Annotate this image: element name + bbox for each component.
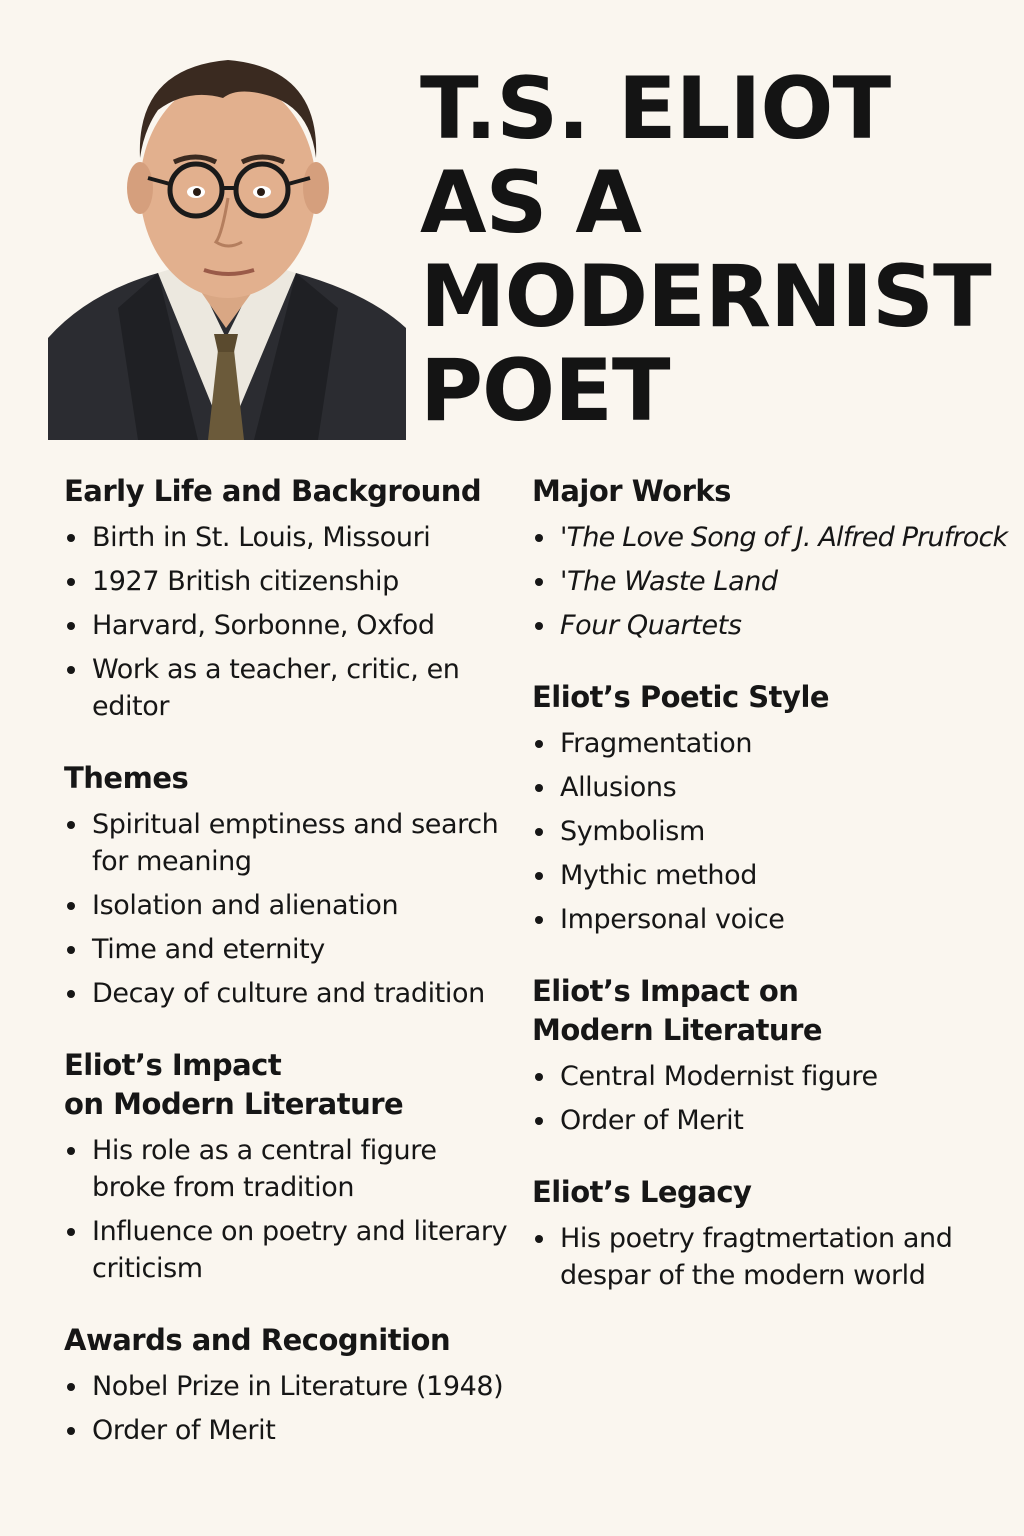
section-heading: Themes bbox=[64, 761, 189, 795]
bullet-list bbox=[532, 725, 992, 938]
list-item: Impersonal voice bbox=[532, 901, 992, 938]
heading-line: on Modern Literature bbox=[64, 1087, 404, 1121]
list-item: Fragmentation bbox=[532, 725, 992, 762]
section-heading: Early Life and Background bbox=[64, 474, 482, 508]
section-awards bbox=[64, 1321, 514, 1449]
list-item: Work as a teacher, critic, en editor bbox=[64, 651, 514, 725]
section-major-works bbox=[532, 472, 1008, 644]
section-poetic-style bbox=[532, 678, 992, 938]
heading-line: Eliot’s Impact on bbox=[532, 974, 799, 1008]
bullet-list bbox=[64, 806, 514, 1012]
list-item: Order of Merit bbox=[64, 1412, 514, 1449]
list-item: Birth in St. Louis, Missouri bbox=[64, 519, 514, 556]
list-item: His role as a central figure broke from tradition bbox=[64, 1132, 514, 1206]
bullet-list bbox=[532, 1058, 992, 1139]
section-heading: Eliot’s Poetic Style bbox=[532, 680, 830, 714]
section-heading: Major Works bbox=[532, 474, 731, 508]
section-themes bbox=[64, 759, 514, 1012]
list-item: Symbolism bbox=[532, 813, 992, 850]
bullet-list bbox=[64, 519, 514, 725]
section-heading: Eliot’s Legacy bbox=[532, 1175, 752, 1209]
list-item: Harvard, Sorbonne, Oxfod bbox=[64, 607, 514, 644]
list-item: Nobel Prize in Literature (1948) bbox=[64, 1368, 514, 1405]
list-item: Mythic method bbox=[532, 857, 992, 894]
section-legacy bbox=[532, 1173, 992, 1294]
bullet-list bbox=[64, 1368, 514, 1449]
title-line: POET bbox=[420, 341, 670, 441]
heading-line: Modern Literature bbox=[532, 1013, 823, 1047]
list-item: Decay of culture and tradition bbox=[64, 975, 514, 1012]
section-impact-right bbox=[532, 972, 992, 1139]
list-item: Influence on poetry and literary criticism bbox=[64, 1213, 514, 1287]
list-item: His poetry fragtmertation and despar of the modern world bbox=[532, 1220, 992, 1294]
bullet-list bbox=[64, 1132, 514, 1287]
list-item: Time and eternity bbox=[64, 931, 514, 968]
list-item: Four Quartets bbox=[532, 607, 992, 644]
list-item: Order of Merit bbox=[532, 1102, 992, 1139]
bullet-list bbox=[532, 1220, 992, 1294]
portrait-illustration bbox=[48, 38, 406, 440]
list-item: 'The Love Song of J. Alfred Prufrock bbox=[532, 519, 992, 556]
section-heading bbox=[64, 1046, 514, 1124]
list-item: Allusions bbox=[532, 769, 992, 806]
list-item: Spiritual emptiness and search for meaning bbox=[64, 806, 514, 880]
list-item: Isolation and alienation bbox=[64, 887, 514, 924]
heading-line: Eliot’s Impact bbox=[64, 1048, 282, 1082]
title-line: MODERNIST bbox=[420, 247, 991, 347]
list-item: 1927 British citizenship bbox=[64, 563, 514, 600]
section-early-life bbox=[64, 472, 514, 725]
title-line: AS A bbox=[420, 153, 641, 253]
title-line: T.S. ELIOT bbox=[420, 59, 891, 159]
bullet-list bbox=[532, 519, 1008, 644]
right-column bbox=[532, 472, 1008, 1328]
section-heading bbox=[532, 972, 992, 1050]
section-heading: Awards and Recognition bbox=[64, 1323, 451, 1357]
list-item: Central Modernist figure bbox=[532, 1058, 992, 1095]
section-impact-left bbox=[64, 1046, 514, 1287]
list-item: 'The Waste Land bbox=[532, 563, 992, 600]
page-title bbox=[420, 59, 991, 441]
left-column bbox=[64, 472, 514, 1483]
